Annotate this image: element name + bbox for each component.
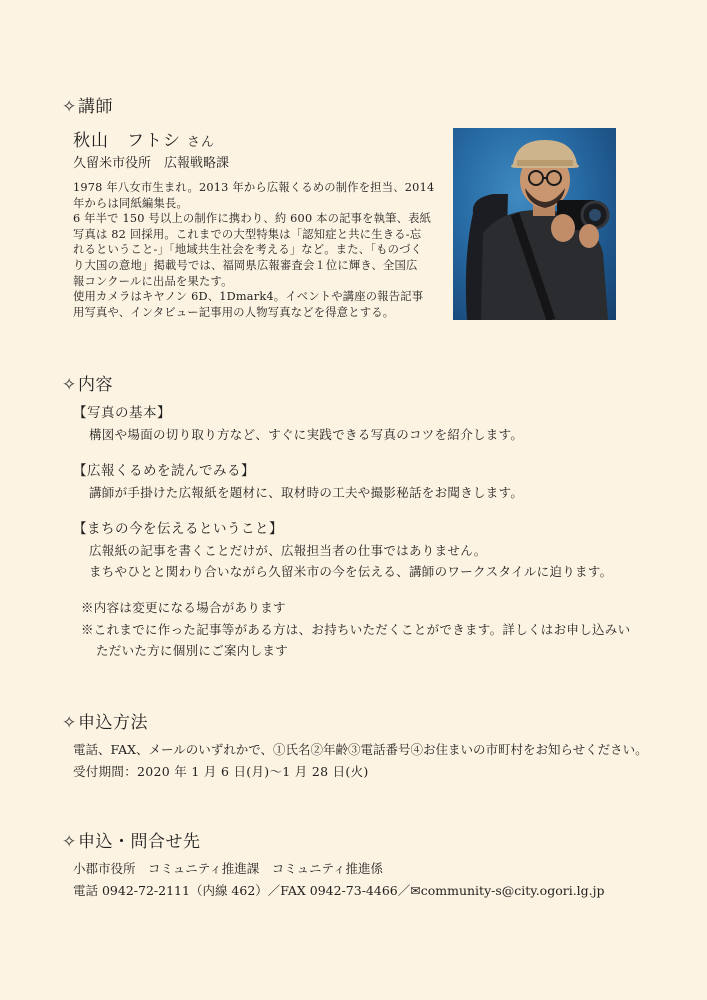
sparkle-icon: ✧	[62, 832, 77, 852]
content-item-text: まちやひとと関わり合いながら久留米市の今を伝える、講師のワークスタイルに迫ります。	[89, 564, 613, 579]
content-note: ただいた方に個別にご案内します	[96, 643, 289, 658]
content-item-text: 講師が手掛けた広報紙を題材に、取材時の工夫や撮影秘話をお聞きします。	[89, 485, 524, 500]
content-heading: ✧内容	[62, 375, 113, 395]
apply-methods: 電話、FAX、メールのいずれかで、①氏名②年齢③電話番号④お住まいの市町村をお知らせください。	[73, 742, 648, 757]
content-item-title: 【広報くるめを読んでみる】	[73, 463, 255, 479]
instructor-name: 秋山 フトシ さん	[73, 131, 216, 151]
instructor-department: 久留米市役所 広報戦略課	[73, 156, 230, 171]
instructor-photo	[453, 128, 616, 320]
content-item-title: 【まちの今を伝えるということ】	[73, 521, 283, 537]
content-item-text: 構図や場面の切り取り方など、すぐに実践できる写真のコツを紹介します。	[89, 427, 524, 442]
sparkle-icon: ✧	[62, 713, 77, 733]
contact-office: 小郡市役所 コミュニティ推進課 コミュニティ推進係	[73, 861, 384, 876]
content-item-title: 【写真の基本】	[73, 405, 171, 421]
sparkle-icon: ✧	[62, 375, 77, 395]
instructor-bio: 1978 年八女市生まれ。2013 年から広報くるめの制作を担当、2014 年からは同紙編集長。 6 年半で 150 号以上の制作に携わり、約 600 本の記事を執筆、表紙 写真は 82 回採用。これまでの大型特集は「認知症と共に生きる-忘 れるということ-」「地域共生社会を考える」など。また、「ものづく り大国の意地」掲載号では、福岡県広報審査会１位に輝き、全国広 報コンクールに出品を果たす。 使用カメラはキヤノン 6D、1Dmark4。イベントや講座の報告記事 用写真や、インタビュー記事用の人物写真などを得意とする。	[73, 181, 435, 319]
sparkle-icon: ✧	[62, 97, 77, 117]
contact-details: 電話 0942-72-2111（内線 462）／FAX 0942-73-4466／✉community-s@city.ogori.lg.jp	[73, 883, 605, 898]
content-note: ※内容は変更になる場合があります	[81, 600, 286, 615]
photographer-illustration	[453, 128, 616, 320]
apply-period: 受付期間：2020 年 1 月 6 日(月)～1 月 28 日(火)	[73, 764, 369, 779]
content-item-text: 広報紙の記事を書くことだけが、広報担当者の仕事ではありません。	[89, 543, 487, 558]
contact-heading: ✧申込・問合せ先	[62, 832, 201, 852]
instructor-heading: ✧講師	[62, 97, 113, 117]
content-note: ※これまでに作った記事等がある方は、お持ちいただくことができます。詳しくはお申し込みい	[81, 622, 631, 637]
apply-heading: ✧申込方法	[62, 713, 148, 733]
